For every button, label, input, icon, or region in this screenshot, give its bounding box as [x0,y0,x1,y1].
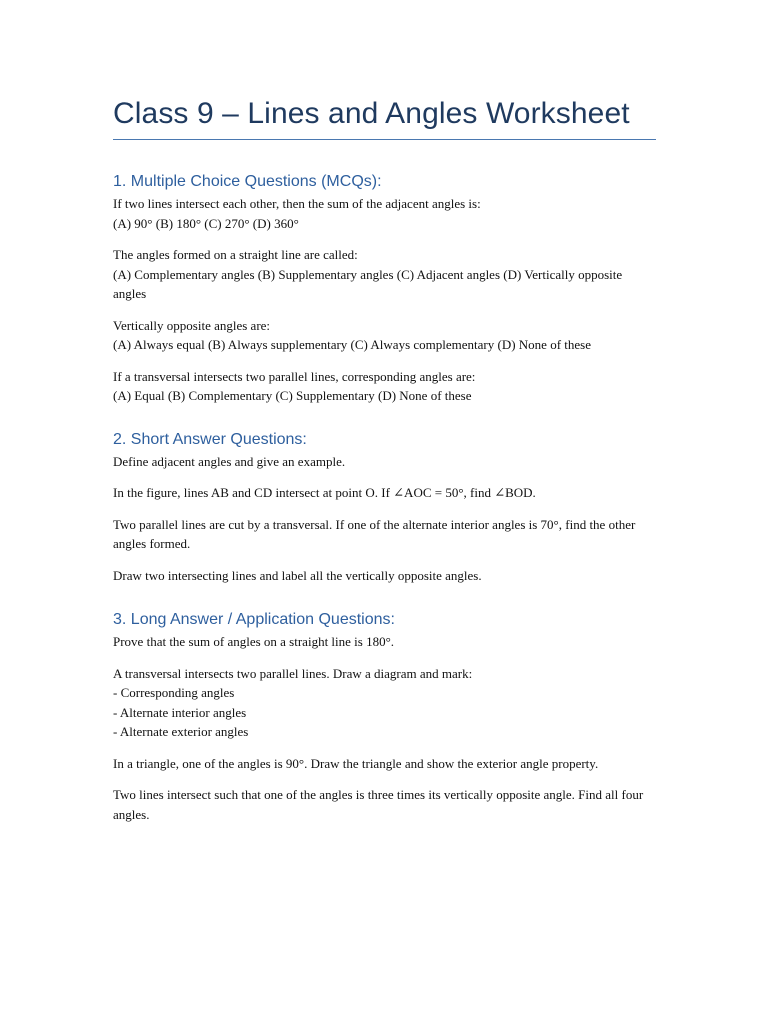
question-text: Define adjacent angles and give an example. [113,453,346,469]
section-long-answer [113,609,658,824]
question-text: Prove that the sum of angles on a straight line is 180°. [113,634,395,649]
section-heading-long-answer: 3. Long Answer / Application Questions: [113,611,395,628]
page-title: Class 9 – Lines and Angles Worksheet [113,97,630,130]
question-text: If a transversal intersects two parallel lines, corresponding angles are: [113,368,476,384]
question-text: Two lines intersect such that one of the angles is three times its vertically opposite angle. Find all four angles. [113,787,644,822]
list-item: - Alternate interior angles [113,704,247,720]
question-text: In the figure, lines AB and CD intersect at point O. If ∠AOC = 50°, find ∠BOD. [113,485,536,500]
long-question-1 [113,632,658,652]
mcq-question-2 [113,245,658,304]
section-heading-short-answer: 2. Short Answer Questions: [113,430,307,448]
short-question-3 [113,515,658,554]
question-options: (A) Equal (B) Complementary (C) Supplementary (D) None of these [113,388,472,403]
question-text: Draw two intersecting lines and label all the vertically opposite angles. [113,567,482,583]
mcq-question-3 [113,316,658,355]
question-options: (A) 90° (B) 180° (C) 270° (D) 360° [113,215,299,231]
long-question-3 [113,754,658,774]
question-text: A transversal intersects two parallel lines. Draw a diagram and mark: [113,665,473,681]
question-text: If two lines intersect each other, then the sum of the adjacent angles is: [113,196,481,211]
question-options: (A) Always equal (B) Always supplementary (C) Always complementary (D) None of these [113,337,591,352]
list-item: - Alternate exterior angles [113,724,249,739]
question-text: Vertically opposite angles are: [113,317,271,333]
section-heading-mcq: 1. Multiple Choice Questions (MCQs): [113,173,382,190]
section-short-answer [113,429,658,586]
question-options: (A) Complementary angles (B) Supplementary angles (C) Adjacent angles (D) Vertically opposite angles [113,266,623,301]
question-text: The angles formed on a straight line are called: [113,247,358,262]
question-text: Two parallel lines are cut by a transversal. If one of the alternate interior angles is 70°, find the other angles formed. [113,516,636,551]
list-item: - Corresponding angles [113,685,235,700]
title-divider [113,139,656,140]
mcq-question-1 [113,194,658,233]
long-question-4 [113,785,658,824]
mcq-question-4 [113,367,658,406]
short-question-2 [113,483,658,503]
section-mcq [113,171,658,406]
long-question-2 [113,664,658,742]
short-question-4 [113,566,658,586]
worksheet-content [113,92,658,824]
short-question-1 [113,452,658,472]
question-text: In a triangle, one of the angles is 90°. Draw the triangle and show the exterior angle property. [113,755,599,771]
